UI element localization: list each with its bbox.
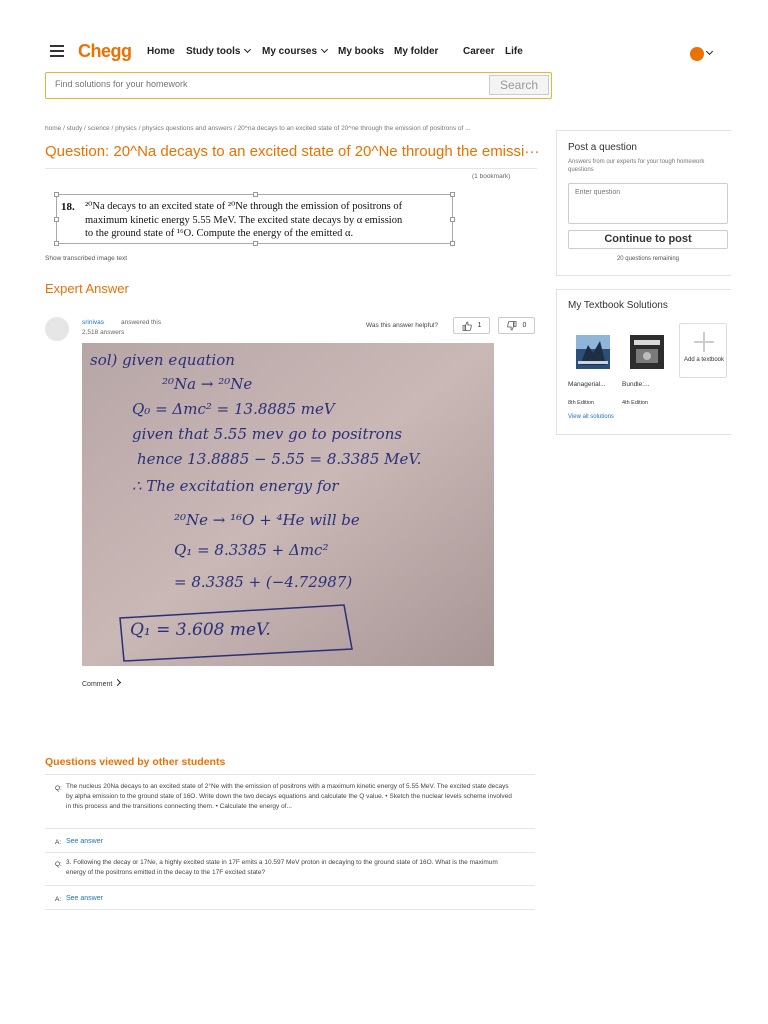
answer-line: ²⁰Ne → ¹⁶O + ⁴He will be: [174, 511, 360, 529]
resize-handle[interactable]: [450, 192, 455, 197]
thumbs-down-icon: [507, 321, 517, 331]
textbook-cover[interactable]: [576, 335, 610, 369]
question-line: maximum kinetic energy 5.55 MeV. The excited state decays by α emission: [85, 214, 403, 226]
chegg-logo[interactable]: Chegg: [78, 41, 132, 61]
thumbs-down-button[interactable]: [498, 317, 535, 334]
question-input[interactable]: [568, 183, 728, 224]
breadcrumb[interactable]: home / study / science / physics / physics questions and answers / 20^na decays to an excited state of 20^ne through the emission of positrons of ...: [45, 125, 471, 132]
downvote-count: 0: [522, 322, 527, 329]
post-question-subtitle: Answers from our experts for your tough homework questions: [568, 159, 705, 173]
answer-line: = 8.3385 + (−4.72987): [174, 573, 353, 591]
expert-answer-heading: Expert Answer: [45, 281, 129, 296]
view-all-solutions-link[interactable]: View all solutions: [568, 414, 614, 420]
q-label: Q:: [55, 785, 62, 792]
continue-to-post-button[interactable]: Continue to post: [568, 230, 728, 249]
upvote-count: 1: [477, 322, 482, 329]
chevron-down-icon: [321, 46, 328, 53]
resize-handle[interactable]: [450, 217, 455, 222]
see-answer-link[interactable]: See answer: [66, 838, 103, 845]
divider: [45, 168, 537, 169]
viewed-question-text[interactable]: 3. Following the decay or 17Ne, a highly excited state in 17F emits a 10.597 MeV proton in decaying to the ground state of 16O. What is the maximum energy of the positrons emitted in the decay to the 17F excited state?: [66, 859, 498, 876]
handwritten-answer-image: [82, 343, 494, 666]
helpful-prompt: Was this answer helpful?: [366, 322, 439, 329]
resize-handle[interactable]: [54, 192, 59, 197]
textbook-edition: 4th Edition: [622, 400, 648, 406]
questions-remaining: 20 questions remaining: [616, 256, 680, 262]
nav-home[interactable]: Home: [147, 46, 175, 57]
divider: [45, 852, 535, 853]
see-answer-link[interactable]: See answer: [66, 895, 103, 902]
search-bar: [45, 72, 552, 99]
question-line: to the ground state of ¹⁶O. Compute the energy of the emitted α.: [85, 228, 354, 239]
post-question-title: Post a question: [568, 142, 637, 153]
question-image-text: [85, 200, 450, 241]
author-avatar[interactable]: [45, 317, 69, 341]
divider: [45, 828, 535, 829]
chevron-down-icon[interactable]: [706, 48, 713, 55]
answer-line: sol) given equation: [90, 351, 235, 369]
author-name[interactable]: srinivas: [82, 319, 105, 326]
user-avatar[interactable]: [690, 47, 704, 61]
question-image: [56, 194, 453, 244]
search-button[interactable]: Search: [489, 75, 549, 95]
resize-handle[interactable]: [54, 217, 59, 222]
add-textbook-label: Add a textbook: [683, 357, 725, 363]
chevron-down-icon: [244, 46, 251, 53]
a-label: A:: [55, 839, 62, 846]
answer-line: ∴ The excitation energy for: [132, 477, 339, 495]
menu-icon[interactable]: [50, 45, 64, 57]
show-transcribed-link[interactable]: Show transcribed image text: [45, 255, 128, 262]
chevron-right-icon: [114, 679, 121, 686]
answer-line: Q₁ = 3.608 meV.: [130, 620, 271, 640]
search-input[interactable]: [55, 79, 475, 89]
add-textbook-button[interactable]: [679, 323, 727, 378]
textbook-title[interactable]: Bundle:...: [622, 381, 650, 388]
nav-life[interactable]: Life: [505, 46, 523, 57]
answer-line: Q₀ = Δmc² = 13.8885 meV: [132, 400, 335, 418]
thumbs-up-icon: [462, 321, 472, 331]
nav-career[interactable]: Career: [463, 46, 495, 57]
answer-line: hence 13.8885 − 5.55 = 8.3385 MeV.: [137, 450, 422, 468]
viewed-questions-heading: Questions viewed by other students: [45, 756, 226, 768]
answer-line: ²⁰Na → ²⁰Ne: [162, 375, 253, 393]
resize-handle[interactable]: [54, 241, 59, 246]
textbook-solutions-title: My Textbook Solutions: [568, 300, 668, 311]
answer-line: given that 5.55 mev go to positrons: [132, 425, 403, 443]
answer-line: Q₁ = 8.3385 + Δmc²: [174, 541, 329, 559]
nav-study-tools[interactable]: Study tools: [186, 46, 250, 57]
a-label: A:: [55, 896, 62, 903]
nav-my-courses[interactable]: My courses: [262, 46, 327, 57]
viewed-question-text[interactable]: The nucleus 20Na decays to an excited state of 2°Ne with the emission of positrons with a maximum kinetic energy of 5.55 MeV. The excited state decays by alpha emission to the ground state of 16O. Write down the two decays equations and calculate the Q value. • Sketch the nuclear levels scheme involved in this process and the transitions connecting them. • Calculate the energy of...: [66, 783, 512, 810]
resize-handle[interactable]: [253, 241, 258, 246]
question-number: 18.: [61, 201, 75, 213]
resize-handle[interactable]: [450, 241, 455, 246]
textbook-title[interactable]: Managerial...: [568, 381, 606, 388]
question-line: ²⁰Na decays to an excited state of ²⁰Ne through the emission of positrons of: [85, 201, 403, 212]
bookmark-count[interactable]: (1 bookmark): [472, 173, 511, 180]
answered-label: answered this: [121, 319, 162, 326]
comment-link[interactable]: Comment: [82, 681, 120, 688]
nav-my-folder[interactable]: My folder: [394, 46, 439, 57]
answer-count: 2,518 answers: [82, 329, 125, 336]
resize-handle[interactable]: [253, 192, 258, 197]
divider: [45, 774, 535, 775]
textbook-cover[interactable]: [630, 335, 664, 369]
textbook-edition: 8th Edition: [568, 400, 594, 406]
question-title: Question: 20^Na decays to an excited state of 20^Ne through the emissi···: [45, 143, 540, 160]
thumbs-up-button[interactable]: [453, 317, 490, 334]
nav-my-books[interactable]: My books: [338, 46, 385, 57]
q-label: Q:: [55, 861, 62, 868]
divider: [45, 885, 535, 886]
divider: [45, 909, 535, 910]
plus-icon: [694, 332, 714, 352]
